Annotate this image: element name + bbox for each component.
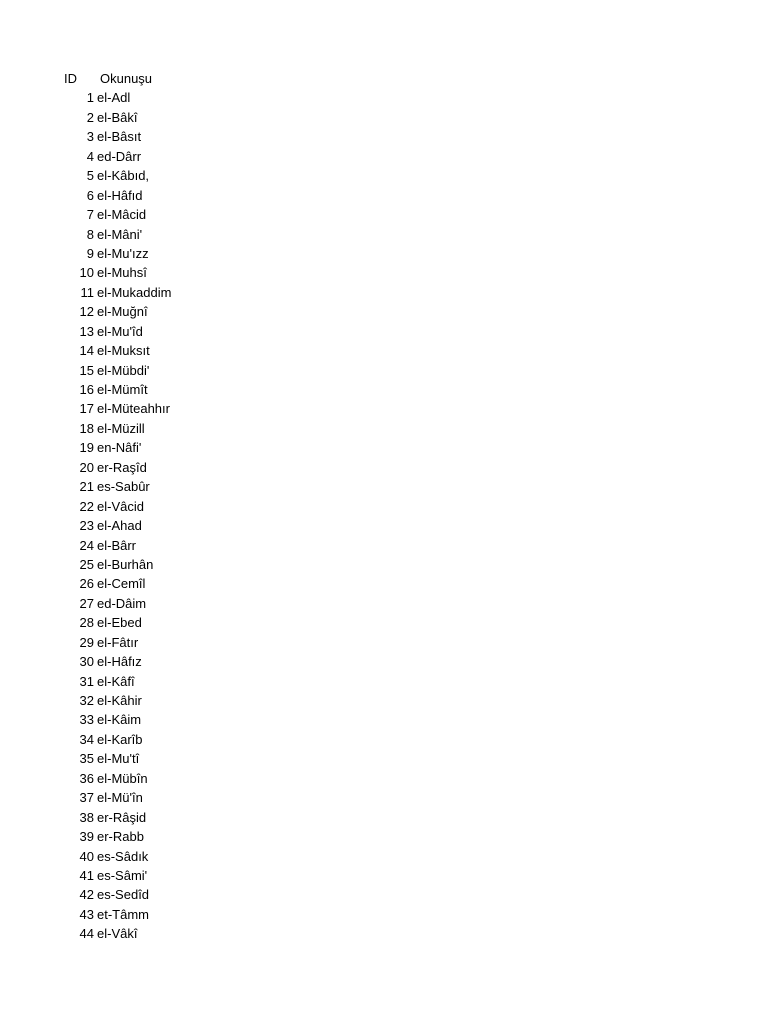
id-cell: 25: [79, 556, 94, 572]
table-row: [0, 769, 768, 788]
table-row: [0, 186, 768, 205]
id-cell: 4: [86, 148, 94, 164]
name-cell: el-Mu'ızz: [97, 245, 149, 261]
table-row: [0, 691, 768, 710]
id-cell: 21: [79, 479, 94, 495]
id-cell: 9: [86, 245, 94, 261]
id-cell: 5: [86, 168, 94, 184]
name-cell: el-Vâcid: [97, 498, 144, 514]
table-row: [0, 438, 768, 457]
table-row: [0, 108, 768, 127]
name-cell: el-Mu'tî: [97, 751, 140, 767]
name-cell: el-Bâkî: [97, 109, 138, 125]
name-cell: el-Mübîn: [97, 770, 148, 786]
name-cell: el-Ahad: [97, 518, 142, 534]
table-row: [0, 225, 768, 244]
id-cell: 20: [79, 459, 94, 475]
id-cell: 6: [86, 187, 94, 203]
name-cell: ed-Dârr: [97, 148, 142, 164]
table-row: [0, 380, 768, 399]
table-row: [0, 263, 768, 282]
table-row: [0, 613, 768, 632]
id-cell: 11: [80, 284, 94, 300]
table-row: [0, 749, 768, 768]
table-row: [0, 827, 768, 846]
name-cell: es-Sâdık: [97, 848, 149, 864]
id-cell: 44: [79, 926, 94, 942]
id-cell: 38: [79, 809, 94, 825]
id-cell: 33: [79, 712, 94, 728]
name-cell: el-Karîb: [97, 731, 143, 747]
name-cell: el-Mü'în: [97, 790, 143, 806]
name-cell: er-Rabb: [97, 829, 144, 845]
table-row: [0, 166, 768, 185]
id-cell: 31: [79, 673, 94, 689]
name-cell: es-Sabûr: [97, 479, 150, 495]
table-row: [0, 866, 768, 885]
id-cell: 23: [79, 518, 94, 534]
column-header-id: ID: [64, 71, 77, 86]
name-cell: el-Muğnî: [97, 304, 148, 320]
table-body: [0, 88, 768, 943]
table-row: [0, 788, 768, 807]
column-header-name: Okunuşu: [100, 71, 153, 86]
name-cell: el-Mâcid: [97, 207, 147, 223]
table-row: [0, 924, 768, 943]
table-row: [0, 127, 768, 146]
name-cell: el-Vâkî: [97, 926, 138, 942]
table-row: [0, 516, 768, 535]
id-cell: 42: [79, 887, 94, 903]
name-cell: el-Kâbıd,: [97, 168, 150, 184]
table-row: [0, 458, 768, 477]
table-row: [0, 710, 768, 729]
id-cell: 16: [79, 382, 94, 397]
table-row: [0, 477, 768, 496]
table-row: [0, 905, 768, 924]
id-cell: 36: [79, 770, 94, 786]
table-row: [0, 399, 768, 418]
id-cell: 18: [79, 420, 94, 436]
id-cell: 15: [79, 362, 94, 378]
name-cell: el-Kâfî: [97, 673, 135, 689]
id-cell: 24: [79, 537, 94, 553]
name-cell: er-Râşid: [97, 809, 147, 825]
id-cell: 40: [79, 848, 94, 864]
id-cell: 22: [79, 498, 94, 514]
id-cell: 10: [79, 265, 94, 281]
table-row: [0, 88, 768, 107]
id-cell: 19: [79, 440, 94, 456]
name-cell: el-Ebed: [97, 615, 142, 631]
name-cell: el-Adl: [97, 90, 131, 106]
id-cell: 1: [86, 90, 94, 106]
id-cell: 12: [79, 304, 94, 320]
id-cell: 35: [79, 751, 94, 767]
id-cell: 41: [79, 867, 94, 883]
name-cell: el-Mu'îd: [97, 323, 143, 339]
name-cell: er-Raşîd: [97, 459, 147, 475]
table-row: [0, 497, 768, 516]
name-cell: el-Müteahhır: [97, 401, 170, 417]
id-cell: 28: [79, 615, 94, 631]
name-cell: el-Kâim: [97, 712, 142, 728]
name-cell: en-Nâfi': [97, 440, 142, 456]
table-row: [0, 672, 768, 691]
name-cell: el-Hâfız: [97, 654, 142, 670]
name-cell: el-Mümît: [97, 382, 148, 397]
name-cell: el-Muhsî: [97, 265, 147, 281]
name-cell: el-Muksıt: [97, 343, 150, 359]
name-cell: el-Bâsıt: [97, 129, 142, 145]
table-row: [0, 594, 768, 613]
name-cell: el-Kâhir: [97, 693, 142, 708]
table-row: [0, 283, 768, 302]
id-cell: 34: [79, 731, 94, 747]
table-row: [0, 536, 768, 555]
table-row: [0, 302, 768, 321]
id-cell: 13: [79, 323, 94, 339]
id-cell: 32: [79, 693, 94, 708]
table-row: [0, 847, 768, 866]
name-cell: el-Müzill: [97, 420, 145, 436]
name-cell: el-Mukaddim: [97, 284, 172, 300]
id-cell: 29: [79, 634, 94, 650]
table-row: [0, 147, 768, 166]
table-row: [0, 361, 768, 380]
name-cell: es-Sedîd: [97, 887, 150, 903]
id-cell: 14: [79, 343, 94, 359]
table-row: [0, 244, 768, 263]
name-cell: es-Sâmi': [97, 867, 148, 883]
table-row: [0, 341, 768, 360]
name-cell: el-Hâfıd: [97, 187, 143, 203]
name-table: [0, 69, 768, 944]
id-cell: 27: [79, 595, 94, 611]
name-cell: el-Bârr: [97, 537, 137, 553]
id-cell: 17: [79, 401, 94, 417]
table-row: [0, 322, 768, 341]
id-cell: 3: [86, 129, 94, 145]
name-cell: el-Cemîl: [97, 576, 146, 592]
id-cell: 26: [79, 576, 94, 592]
table-row: [0, 652, 768, 671]
id-cell: 30: [79, 654, 94, 670]
table-header-row: [0, 69, 768, 88]
id-cell: 7: [86, 207, 94, 223]
name-cell: el-Fâtır: [97, 634, 139, 650]
table-row: [0, 808, 768, 827]
name-cell: el-Burhân: [97, 556, 154, 572]
table-row: [0, 730, 768, 749]
id-cell: 39: [79, 829, 94, 845]
table-row: [0, 633, 768, 652]
name-cell: el-Mâni': [97, 226, 143, 242]
table-row: [0, 419, 768, 438]
id-cell: 37: [79, 790, 94, 806]
table-row: [0, 555, 768, 574]
table-row: [0, 205, 768, 224]
id-cell: 8: [86, 226, 94, 242]
name-cell: ed-Dâim: [97, 595, 147, 611]
id-cell: 43: [79, 906, 94, 922]
name-cell: el-Mübdi': [97, 362, 150, 378]
table-row: [0, 574, 768, 593]
name-cell: et-Tâmm: [97, 906, 149, 922]
id-cell: 2: [86, 109, 94, 125]
table-row: [0, 885, 768, 904]
